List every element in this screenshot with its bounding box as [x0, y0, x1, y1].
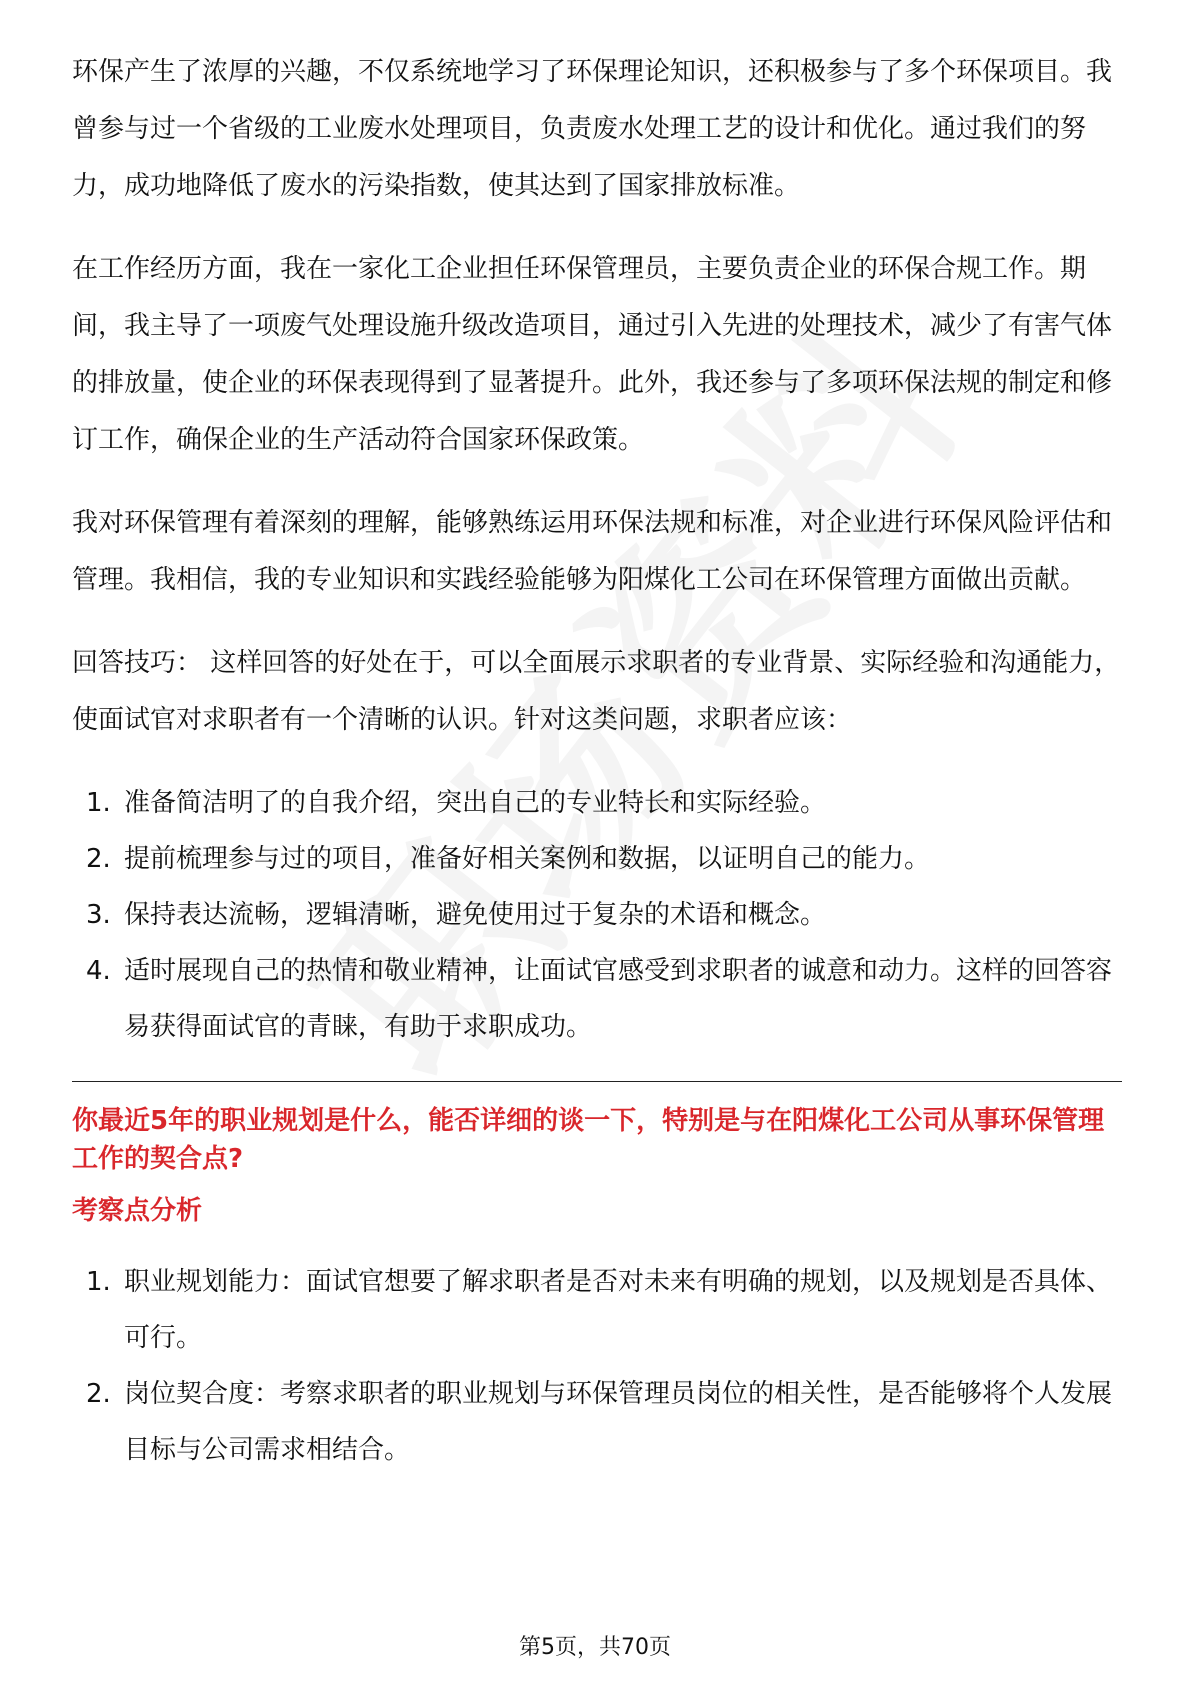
list-item — [72, 831, 1122, 887]
paragraph: 环保产生了浓厚的兴趣，不仅系统地学习了环保理论知识，还积极参与了多个环保项目。我曾参与过一个省级的工业废水处理项目，负责废水处理工艺的设计和优化。通过我们的努力，成功地降低了废水的污染指数，使其达到了国家排放标准。 — [72, 57, 1113, 201]
page-content — [72, 44, 1122, 1492]
list-number: 2. — [86, 844, 111, 874]
list-item — [72, 943, 1122, 1055]
section-divider — [72, 1081, 1122, 1082]
list-text: 适时展现自己的热情和敬业精神，让面试官感受到求职者的诚意和动力。这样的回答容易获得面试官的青睐，有助于求职成功。 — [124, 956, 1113, 1042]
page-number: 第5页，共70页 — [519, 1635, 671, 1660]
list-item — [72, 1254, 1122, 1366]
paragraph: 我对环保管理有着深刻的理解，能够熟练运用环保法规和标准，对企业进行环保风险评估和管理。我相信，我的专业知识和实践经验能够为阳煤化工公司在环保管理方面做出贡献。 — [72, 508, 1113, 595]
list-item — [72, 887, 1122, 943]
list-number: 3. — [86, 900, 111, 930]
tips-list — [72, 775, 1122, 1055]
list-number: 1. — [86, 1267, 111, 1297]
list-text: 职业规划能力：面试官想要了解求职者是否对未来有明确的规划，以及规划是否具体、可行。 — [124, 1267, 1113, 1353]
list-number: 4. — [86, 956, 111, 986]
answer-tips-intro: 回答技巧： 这样回答的好处在于，可以全面展示求职者的专业背景、实际经验和沟通能力，使面试官对求职者有一个清晰的认识。针对这类问题，求职者应该： — [72, 648, 1121, 735]
paragraph: 在工作经历方面，我在一家化工企业担任环保管理员，主要负责企业的环保合规工作。期间，我主导了一项废气处理设施升级改造项目，通过引入先进的处理技术，减少了有害气体的排放量，使企业的环保表现得到了显著提升。此外，我还参与了多项环保法规的制定和修订工作，确保企业的生产活动符合国家环保政策。 — [72, 254, 1113, 455]
list-text: 提前梳理参与过的项目，准备好相关案例和数据，以证明自己的能力。 — [124, 844, 931, 874]
list-text: 岗位契合度：考察求职者的职业规划与环保管理员岗位的相关性，是否能够将个人发展目标与公司需求相结合。 — [124, 1379, 1113, 1465]
list-text: 保持表达流畅，逻辑清晰，避免使用过于复杂的术语和概念。 — [124, 900, 827, 930]
list-item — [72, 775, 1122, 831]
question-subtitle: 考察点分析 — [72, 1196, 203, 1226]
question-title: 你最近5年的职业规划是什么，能否详细的谈一下，特别是与在阳煤化工公司从事环保管理工作的契合点? — [72, 1106, 1105, 1174]
list-item — [72, 1366, 1122, 1478]
list-text: 准备简洁明了的自我介绍，突出自己的专业特长和实际经验。 — [124, 788, 827, 818]
list-number: 2. — [86, 1379, 111, 1409]
list-number: 1. — [86, 788, 111, 818]
analysis-list — [72, 1254, 1122, 1478]
